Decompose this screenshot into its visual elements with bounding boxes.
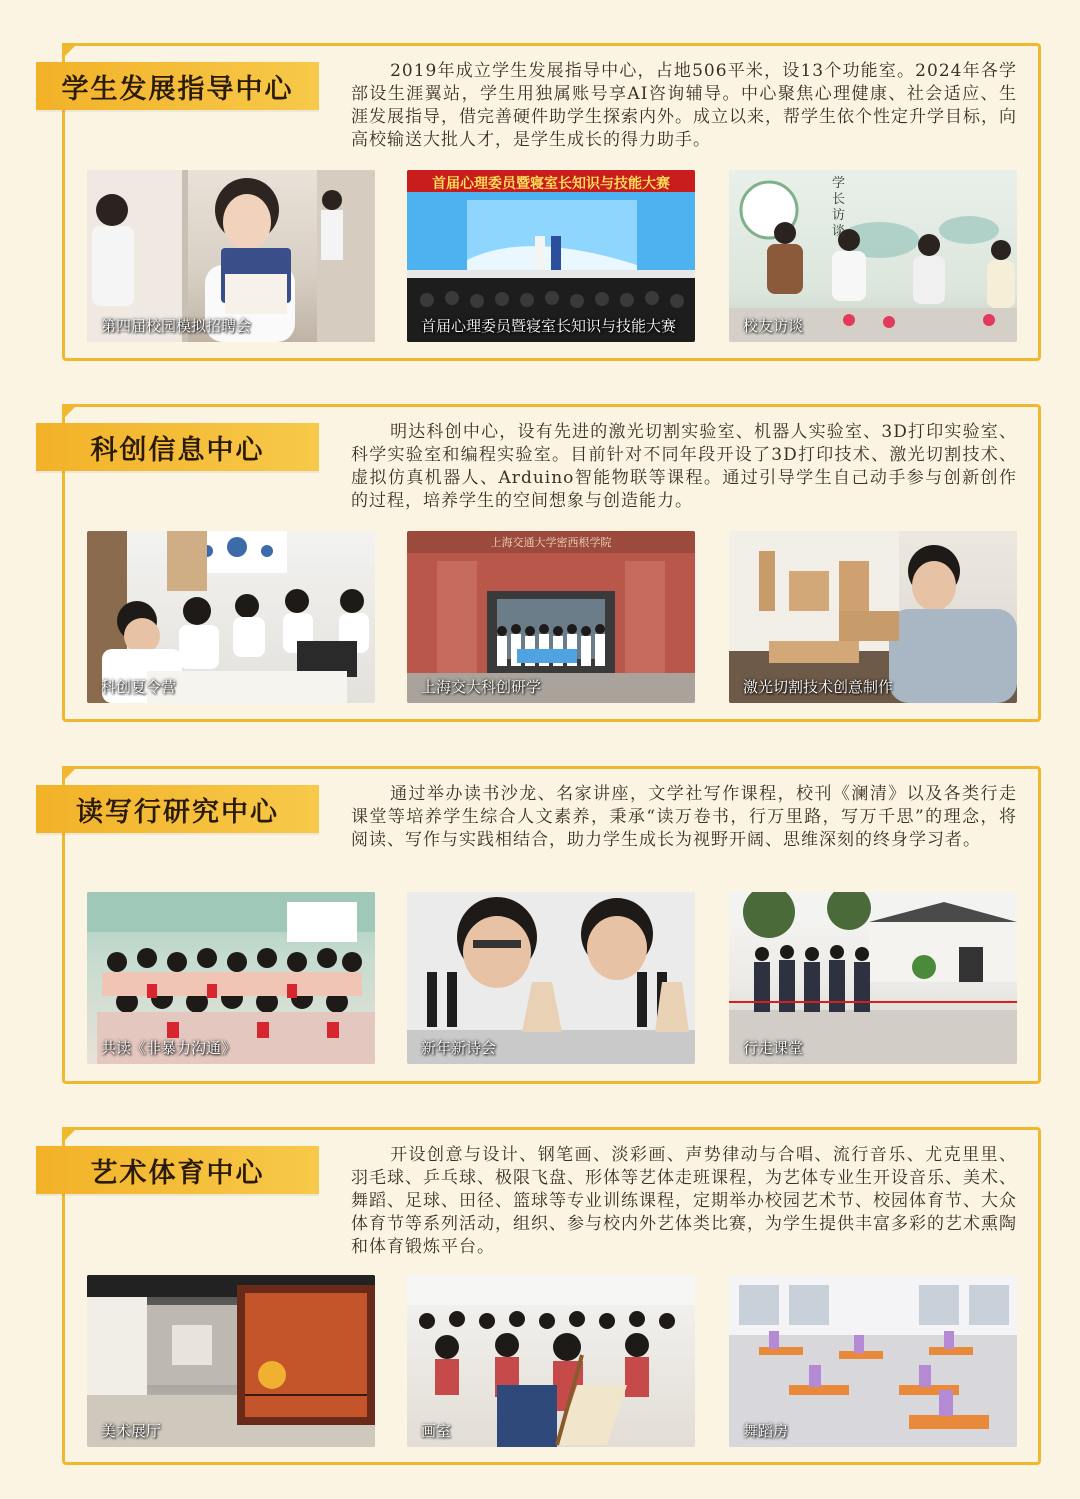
photo-poetry-night (407, 892, 695, 1064)
banner-text: 学长访谈 (832, 176, 846, 239)
photo-art-gallery (87, 1275, 375, 1447)
section-text: 明达科创中心，设有先进的激光切割实验室、机器人实验室、3D打印实验室、科学实验室和编程实验室。目前针对不同年段开设了3D打印技术、激光切割技术、虚拟仿真机器人、Arduino智能物联等课程。通过引导学生自己动手参与创新创作的过程，培养学生的空间想象与创造能力。 (351, 422, 1017, 511)
photo-caption: 新年新诗会 (421, 1039, 497, 1057)
photo-caption: 画室 (421, 1422, 452, 1440)
photo-caption: 第四届校园模拟招聘会 (101, 317, 252, 335)
photo-walking-class (729, 892, 1017, 1064)
photo-reading-group (87, 892, 375, 1064)
photo-caption: 行走课堂 (743, 1039, 804, 1057)
photo-lab-camp (87, 531, 375, 703)
section-title: 读写行研究中心 (36, 785, 319, 833)
banner-text: 首届心理委员暨寝室长知识与技能大赛 (432, 176, 670, 192)
corner-notch (62, 43, 78, 59)
photo-caption: 首届心理委员暨寝室长知识与技能大赛 (421, 317, 677, 335)
photo-caption: 激光切割技术创意制作 (743, 678, 894, 696)
photo-laser-cutting (729, 531, 1017, 703)
photo-job-fair (87, 170, 375, 342)
photo-studio (407, 1275, 695, 1447)
section-title: 科创信息中心 (36, 423, 319, 471)
section-text: 开设创意与设计、钢笔画、淡彩画、声势律动与合唱、流行音乐、尤克里里、羽毛球、乒乓球、极限飞盘、形体等艺体走班课程，为艺体专业生开设音乐、美术、舞蹈、足球、田径、篮球等专业训练课程，定期举办校园艺术节、校园体育节、大众体育节等系列活动，组织、参与校内外艺体类比赛，为学生提供丰富多彩的艺术熏陶和体育锻炼平台。 (351, 1145, 1017, 1257)
section-text: 2019年成立学生发展指导中心，占地506平米，设13个功能室。2024年各学部设生涯翼站，学生用独属账号享AI咨询辅导。中心聚焦心理健康、社会适应、生涯发展指导，借完善硬件助学生探索内外。成立以来，帮学生依个性定升学目标，向高校输送大批人才，是学生成长的得力助手。 (351, 61, 1017, 150)
section-title: 学生发展指导中心 (36, 62, 319, 110)
banner-text: 上海交通大学密西根学院 (490, 536, 612, 549)
photo-caption: 共读《非暴力沟通》 (101, 1039, 237, 1057)
photo-caption: 上海交大科创研学 (421, 678, 542, 696)
photo-alumni-talk (729, 170, 1017, 342)
photo-caption: 美术展厅 (101, 1422, 162, 1440)
corner-notch (62, 404, 78, 420)
corner-notch (62, 766, 78, 782)
photo-caption: 科创夏令营 (101, 678, 177, 696)
section-text: 通过举办读书沙龙、名家讲座，文学社写作课程，校刊《澜清》以及各类行走课堂等培养学生综合人文素养，秉承“读万卷书，行万里路，写万千思”的理念，将阅读、写作与实践相结合，助力学生成长为视野开阔、思维深刻的终身学习者。 (351, 784, 1017, 850)
section-title: 艺术体育中心 (36, 1146, 319, 1194)
photo-sjtu-visit (407, 531, 695, 703)
photo-stage-contest (407, 170, 695, 342)
corner-notch (62, 1127, 78, 1143)
photo-caption: 校友访谈 (743, 317, 804, 335)
photo-caption: 舞蹈房 (743, 1422, 789, 1440)
photo-dance-room (729, 1275, 1017, 1447)
